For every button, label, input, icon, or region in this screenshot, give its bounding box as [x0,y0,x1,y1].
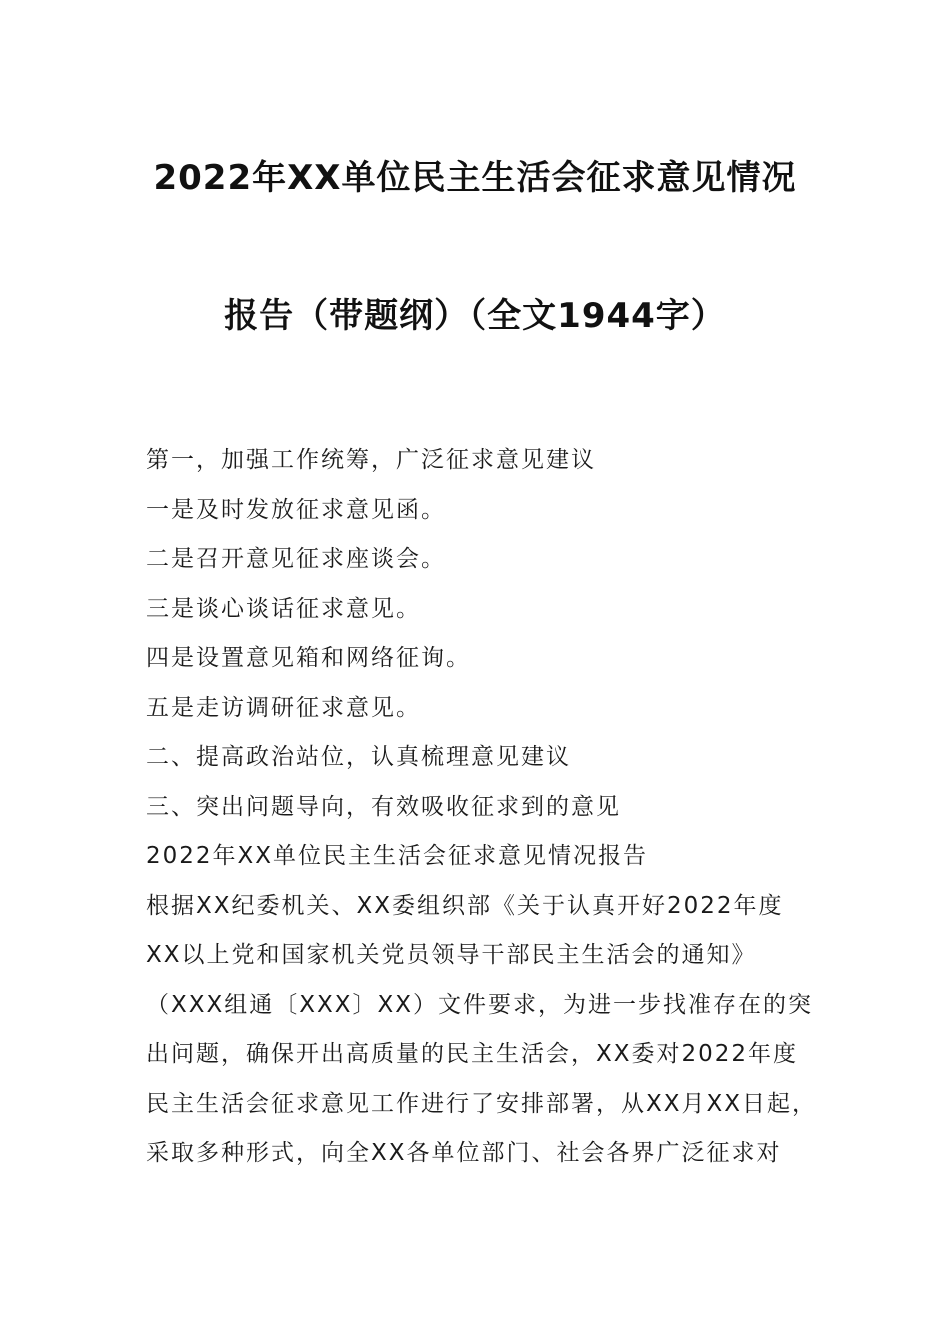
outline-item: 三、突出问题导向，有效吸收征求到的意见 [146,793,621,820]
outline-item: 第一，加强工作统筹，广泛征求意见建议 [146,447,596,473]
body-line: 民主生活会征求意见工作进行了安排部署，从XX月XX日起， [146,1090,818,1117]
document-body [146,436,836,1179]
outline-item: 五是走访调研征求意见。 [146,694,421,721]
body-line: 出问题，确保开出高质量的民主生活会，XX委对2022年度 [146,1041,799,1067]
body-line: XX以上党和国家机关党员领导干部民主生活会的通知》 [146,942,757,968]
document-title-line-2: 报告（带题纲）（全文1944字） [224,296,726,336]
outline-item: 二是召开意见征求座谈会。 [146,546,446,572]
outline-item: 一是及时发放征求意见函。 [146,496,446,523]
outline-item: 四是设置意见箱和网络征询。 [146,645,471,671]
body-line: （XXX组通〔XXX〕XX）文件要求，为进一步找准存在的突 [146,991,814,1018]
outline-item: 二、提高政治站位，认真梳理意见建议 [146,744,571,770]
outline-item: 三是谈心谈话征求意见。 [146,595,421,622]
body-line: 采取多种形式，向全XX各单位部门、社会各界广泛征求对 [146,1140,782,1166]
body-line: 根据XX纪委机关、XX委组织部《关于认真开好2022年度 [146,892,784,919]
report-heading: 2022年XX单位民主生活会征求意见情况报告 [146,843,649,869]
document-title-line-1: 2022年XX单位民主生活会征求意见情况 [153,158,797,198]
